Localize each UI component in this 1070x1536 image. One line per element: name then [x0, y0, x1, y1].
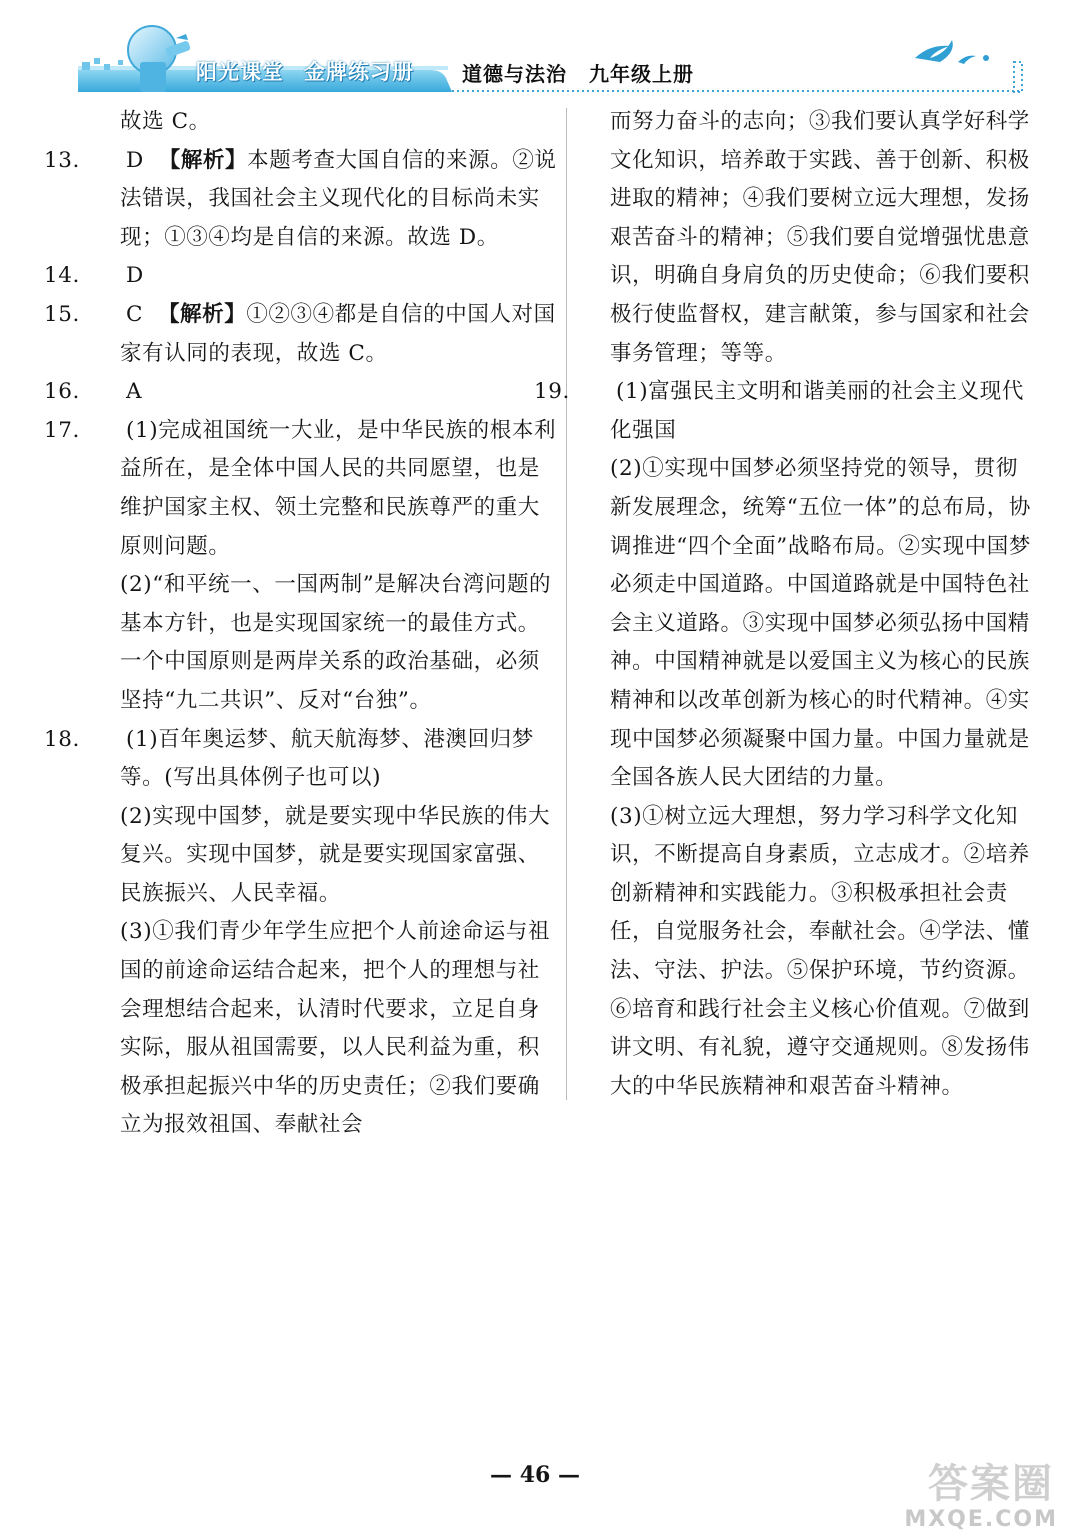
answer-text: (1)完成祖国统一大业，是中华民族的根本利益所在，是全体中国人民的共同愿望，也是维护国家主权、领土完整和民族尊严的重大原则问题。	[120, 417, 557, 559]
answer-sub-part: (2)①实现中国梦必须坚持党的领导，贯彻新发展理念，统筹“五位一体”的总布局，协调推进“四个全面”战略布局。②实现中国梦必须走中国道路。中国道路就是中国特色社会主义道路。③实现中国梦必须弘扬中国精神。中国精神就是以爱国主义为核心的民族精神和以改革创新为核心的时代精神。④实现中国梦必须凝聚中国力量。中国力量就是全国各族人民大团结的力量。	[610, 456, 1031, 791]
analysis-tag: 【解析】	[158, 147, 248, 173]
answer-item-18	[44, 721, 560, 798]
answer-continuation: 而努力奋斗的志向；③我们要认真学好科学文化知识，培养敢于实践、善于创新、积极进取的精神；④我们要树立远大理想，发扬艰苦奋斗的精神；⑤我们要自觉增强忧患意识，明确自身肩负的历史使命；⑥我们要积极行使监督权，建言献策，参与国家和社会事务管理；等等。	[610, 109, 1030, 366]
answer-sub-part: (3)①树立远大理想，努力学习科学文化知识，不断提高自身素质，立志成才。②培养创新精神和实践能力。③积极承担社会责任，自觉服务社会，奉献社会。④学法、懂法、守法、护法。⑤保护环境，节约资源。⑥培育和践行社会主义核心价值观。⑦做到讲文明、有礼貌，遵守交通规则。⑧发扬伟大的中华民族精神和艰苦奋斗精神。	[610, 803, 1030, 1099]
answer-choice: C	[126, 301, 144, 327]
answer-item-17	[44, 412, 560, 566]
answer-sub-part: (2)“和平统一、一国两制”是解决台湾问题的基本方针，也是实现国家统一的最佳方式。一个中国原则是两岸关系的政治基础，必须坚持“九二共识”、反对“台独”。	[120, 572, 552, 713]
question-number: 13.	[44, 147, 80, 173]
page-number: — 46 —	[490, 1462, 580, 1488]
page-header	[0, 0, 1070, 100]
answer-choice: D	[126, 263, 144, 289]
watermark-logo-text: 答案圈	[928, 1461, 1054, 1507]
right-column	[534, 103, 1032, 1106]
question-number: 17.	[44, 417, 80, 443]
question-number: 16.	[44, 379, 80, 405]
answer-text: (1)富强民主文明和谐美丽的社会主义现代化强国	[610, 379, 1024, 443]
answer-continuation: 故选 C。	[120, 109, 211, 134]
question-number: 14.	[44, 263, 80, 289]
answer-item-13	[44, 142, 560, 258]
brand-series: 金牌练习册	[304, 60, 414, 84]
analysis-tag: 【解析】	[157, 301, 247, 327]
question-number: 19.	[534, 379, 570, 405]
grade-name: 九年级上册	[589, 62, 694, 86]
answer-item-19	[534, 373, 1032, 450]
analysis-text: 本题考查大国自信的来源。②说法错误，我国社会主义现代化的目标尚未实现；①③④均是自信的来源。故选 D。	[120, 147, 557, 250]
watermark-url: MXQE.COM	[904, 1507, 1058, 1532]
brand-title	[196, 56, 414, 86]
subject-name: 道德与法治	[462, 62, 567, 86]
question-number: 18.	[44, 726, 80, 752]
answer-item-14	[44, 257, 560, 296]
answer-text: (1)百年奥运梦、航天航海梦、港澳回归梦等。(写出具体例子也可以)	[120, 726, 534, 791]
left-column	[44, 103, 560, 1145]
answer-choice: D	[126, 147, 144, 173]
brand-name: 阳光课堂	[196, 60, 284, 84]
watermark	[868, 1452, 1068, 1536]
analysis-text: ①②③④都是自信的中国人对国家有认同的表现，故选 C。	[120, 301, 556, 366]
question-number: 15.	[44, 301, 80, 327]
answer-item-16	[44, 373, 560, 412]
column-divider	[566, 108, 567, 1100]
answer-choice: A	[126, 379, 143, 405]
answer-sub-part: (3)①我们青少年学生应把个人前途命运与祖国的前途命运结合起来，把个人的理想与社会理想结合起来，认清时代要求，立足自身实际，服从祖国需要，以人民利益为重，积极承担起振兴中华的历史责任；②我们要确立为报效祖国、奉献社会	[120, 919, 551, 1138]
answer-sub-part: (2)实现中国梦，就是要实现中华民族的伟大复兴。实现中国梦，就是要实现国家富强、民族振兴、人民幸福。	[120, 803, 551, 906]
book-subject	[462, 58, 694, 87]
answer-item-15	[44, 296, 560, 373]
